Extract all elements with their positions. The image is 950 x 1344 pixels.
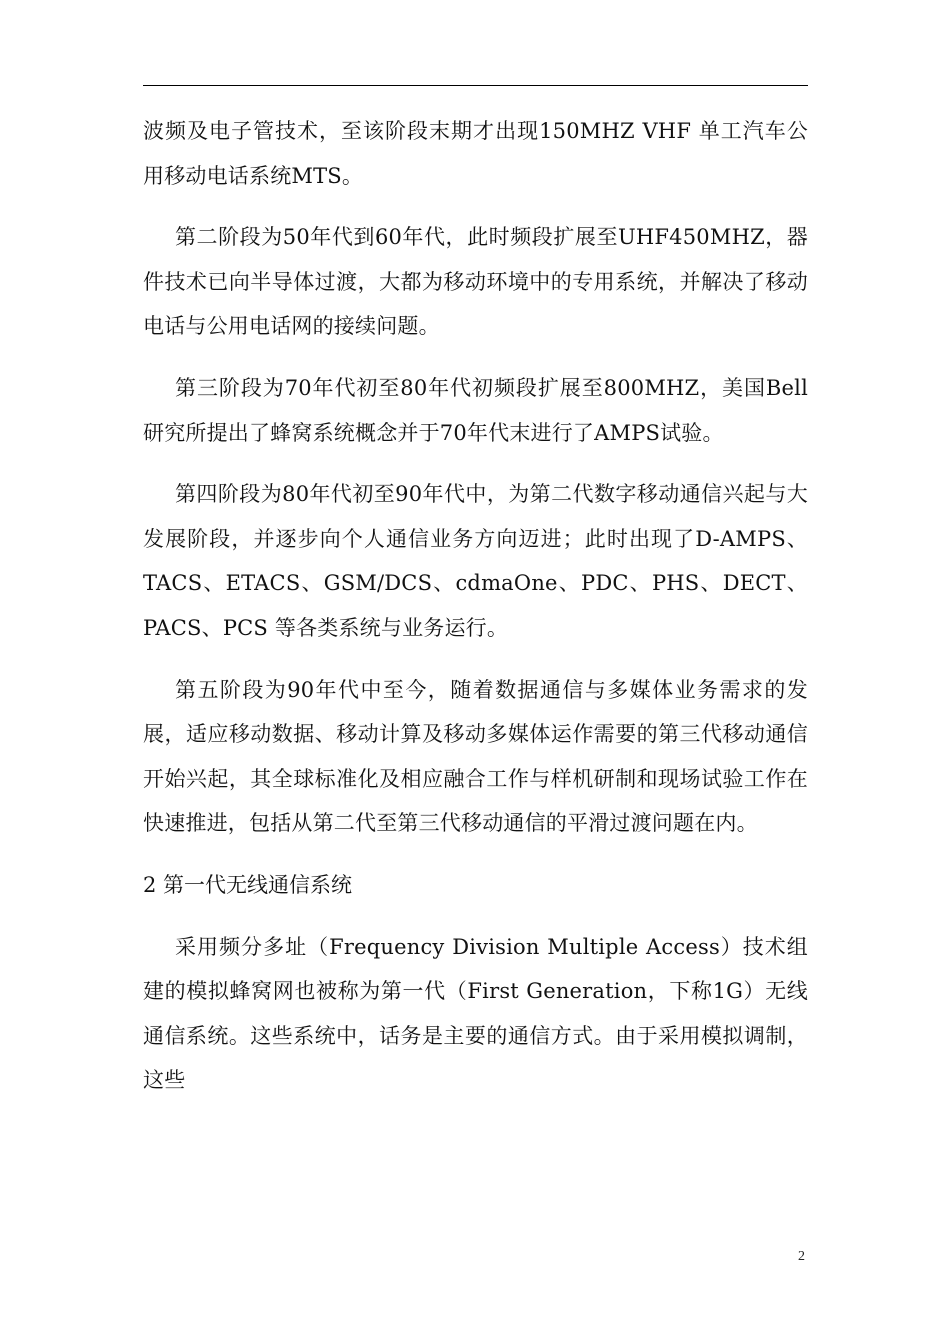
header-rule — [143, 85, 808, 86]
section-heading: 2 第一代无线通信系统 — [143, 872, 353, 897]
paragraph-gap — [143, 846, 808, 863]
paragraph-gap — [143, 908, 808, 925]
body-text — [143, 109, 808, 1103]
paragraph-stage-three: 第三阶段为70年代初至80年代初频段扩展至800MHZ，美国Bell研究所提出了蜂窝系统概念并于70年代末进行了AMPS试验。 — [143, 375, 808, 445]
paragraph-gap — [143, 198, 808, 215]
paragraph-continuation: 波频及电子管技术，至该阶段末期才出现150MHZ VHF 单工汽车公用移动电话系统MTS。 — [143, 119, 808, 188]
paragraph-stage-four: 第四阶段为80年代初至90年代中，为第二代数字移动通信兴起与大发展阶段，并逐步向个人通信业务方向迈进；此时出现了D-AMPS、TACS、ETACS、GSM/DCS、cdmaOne、PDC、PHS、DECT、PACS、PCS 等各类系统与业务运行。 — [143, 482, 808, 640]
paragraph-gap — [143, 349, 808, 366]
paragraph-first-generation: 采用频分多址（Frequency Division Multiple Access）技术组建的模拟蜂窝网也被称为第一代（First Generation，下称1G）无线通信系统。这些系统中，话务是主要的通信方式。由于采用模拟调制，这些 — [143, 934, 808, 1093]
paragraph-stage-two: 第二阶段为50年代到60年代，此时频段扩展至UHF450MHZ，器件技术已向半导体过渡，大都为移动环境中的专用系统，并解决了移动电话与公用电话网的接续问题。 — [143, 225, 808, 339]
page-number: 2 — [798, 1249, 805, 1264]
paragraph-gap — [143, 455, 808, 472]
paragraph-gap — [143, 651, 808, 668]
paragraph-stage-five: 第五阶段为90年代中至今，随着数据通信与多媒体业务需求的发展，适应移动数据、移动计算及移动多媒体运作需要的第三代移动通信开始兴起，其全球标准化及相应融合工作与样机研制和现场试验工作在快速推进，包括从第二代至第三代移动通信的平滑过渡问题在内。 — [143, 677, 808, 836]
